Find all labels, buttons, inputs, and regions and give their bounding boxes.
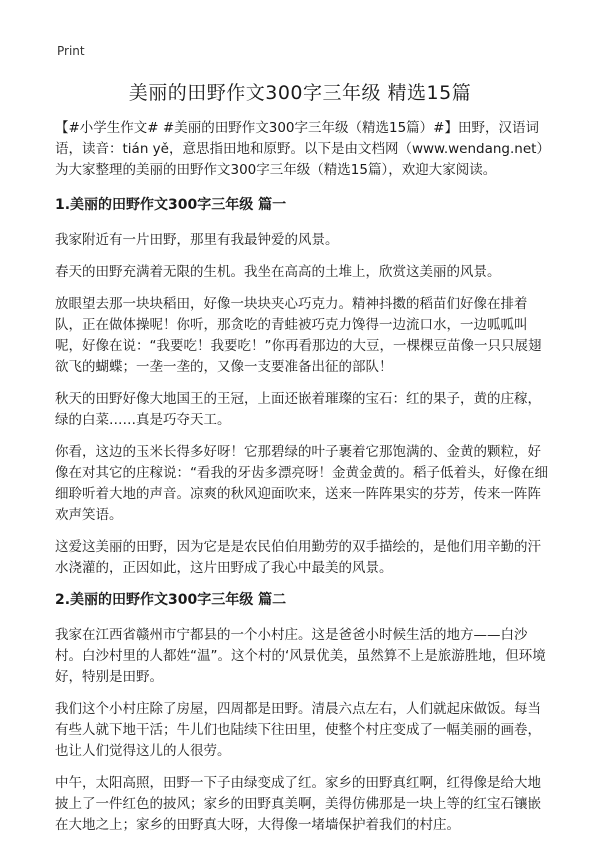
- paragraph: 春天的田野充满着无限的生机。我坐在高高的土堆上，欣赏这美丽的风景。: [55, 264, 501, 280]
- paragraph: 秋天的田野好像大地国王的王冠，上面还嵌着璀璨的宝石：红的果子，黄的庄稼，绿的白菜……真是巧夺天工。: [55, 391, 541, 428]
- section-heading: 1.美丽的田野作文300字三年级 篇一: [55, 197, 287, 213]
- page-title: 美丽的田野作文300字三年级 精选15篇: [128, 82, 472, 104]
- paragraph: 放眼望去那一块块稻田，好像一块块夹心巧克力。精神抖擞的稻苗们好像在排着队，正在做体操呢！你听，那贪吃的青蛙被巧克力馋得一边流口水，一边呱呱叫呢，好像在说：“我要吃！我要吃！”你再看那边的大豆，一棵棵豆苗像一只只展翅欲飞的蝴蝶；一垄一垄的，又像一支要准备出征的部队！: [55, 296, 542, 375]
- paragraph: 我家在江西省赣州市宁都县的一个小村庄。这是爸爸小时候生活的地方——白沙村。白沙村里的人都姓“温”。这个村的‘风景优美，虽然算不上是旅游胜地，但环境好，特别是田野。: [55, 627, 546, 685]
- paragraph: 你看，这边的玉米长得多好呀！它那碧绿的叶子裹着它那饱满的、金黄的颗粒，好像在对其它的庄稼说：“看我的牙齿多漂亮呀！金黄金黄的。稻子低着头，好像在细细聆听着大地的声音。凉爽的秋风迎面吹来，送来一阵阵果实的芬芳，传来一阵阵欢声笑语。: [55, 444, 548, 523]
- paragraph: 我家附近有一片田野，那里有我最钟爱的风景。: [55, 232, 339, 248]
- print-label: Print: [57, 44, 85, 58]
- paragraph: 中午，太阳高照，田野一下子由绿变成了红。家乡的田野真红啊，红得像是给大地披上了一件红色的披风；家乡的田野真美啊，美得仿佛那是一块上等的红宝石镶嵌在大地之上；家乡的田野真大呀，大得像一堵墙保护着我们的村庄。: [55, 775, 541, 833]
- intro-paragraph: 【#小学生作文# #美丽的田野作文300字三年级（精选15篇）#】田野，汉语词语，读音：tián yě，意思指田地和原野。以下是由文档网（www.wendang.net）为大家整理的美丽的田野作文300字三年级（精选15篇），欢迎大家阅读。: [55, 120, 550, 178]
- section-1: [55, 195, 551, 579]
- section-2: [55, 590, 551, 836]
- paragraph: 我们这个小村庄除了房屋，四周都是田野。清晨六点左右，人们就起床做饭。每当有些人就下地干活；牛儿们也陆续下往田里，使整个村庄变成了一幅美丽的画卷，也让人们觉得这儿的人很劳。: [55, 701, 541, 759]
- document-body: [55, 118, 551, 847]
- section-heading: 2.美丽的田野作文300字三年级 篇二: [55, 592, 287, 608]
- paragraph: 这爱这美丽的田野，因为它是是农民伯伯用勤劳的双手描绘的，是他们用辛勤的汗水浇灌的，正因如此，这片田野成了我心中最美的风景。: [55, 539, 541, 576]
